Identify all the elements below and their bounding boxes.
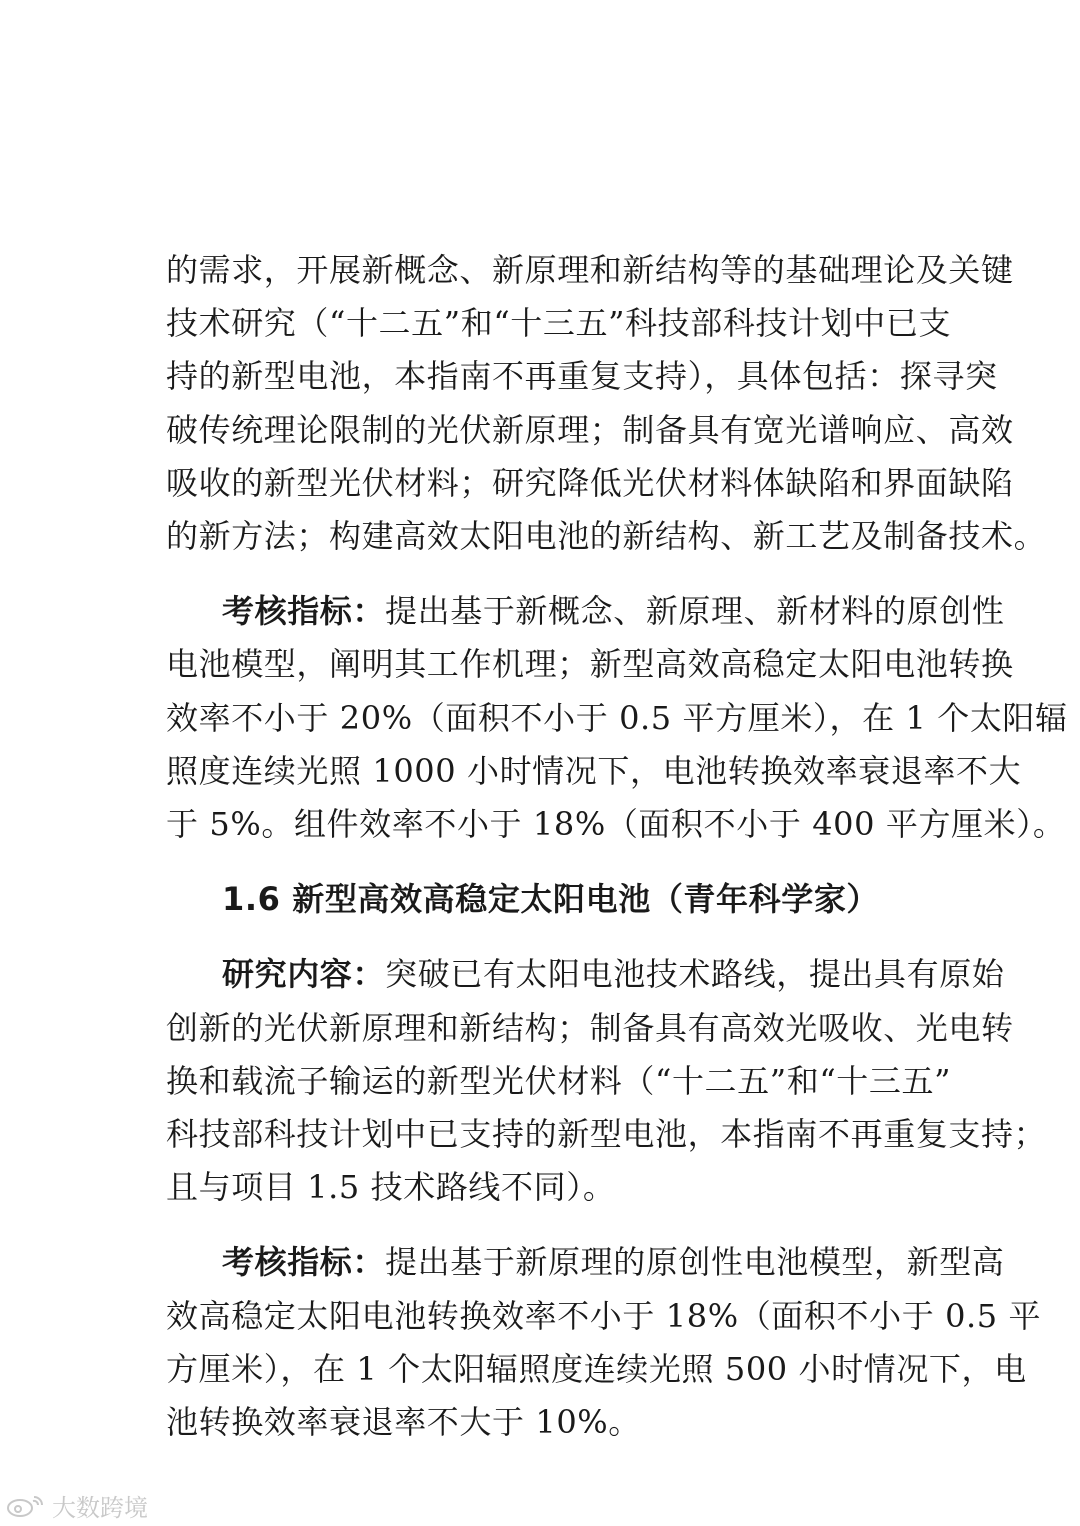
text-line: 创新的光伏新原理和新结构；制备具有高效光吸收、光电转 — [166, 1008, 1014, 1047]
text-line: 换和载流子输运的新型光伏材料（“十二五”和“十三五” — [166, 1061, 952, 1100]
text-line: 方厘米），在 1 个太阳辐照度连续光照 500 小时情况下，电 — [166, 1349, 1027, 1388]
text-line: 破传统理论限制的光伏新原理；制备具有宽光谱响应、高效 — [166, 410, 1014, 449]
paragraph-assessment-1-6 — [166, 1236, 1042, 1449]
assessment-label: 考核指标： — [222, 592, 386, 631]
document-page — [166, 244, 1068, 1449]
assessment-label: 考核指标： — [222, 1243, 386, 1282]
text-line: 效高稳定太阳电池转换效率不小于 18%（面积不小于 0.5 平 — [166, 1296, 1042, 1335]
text-line: 吸收的新型光伏材料；研究降低光伏材料体缺陷和界面缺陷 — [166, 463, 1014, 502]
text-line: 且与项目 1.5 技术路线不同）。 — [166, 1168, 616, 1207]
text-line: 科技部科技计划中已支持的新型电池，本指南不再重复支持； — [166, 1115, 1047, 1154]
text-line: 的需求，开展新概念、新原理和新结构等的基础理论及关键 — [166, 251, 1014, 289]
paragraph-research-content-1-6 — [166, 948, 1047, 1214]
section-heading: 1.6 新型高效高稳定太阳电池（青年科学家） — [222, 880, 880, 919]
text-line — [166, 585, 1005, 638]
text-line: 照度连续光照 1000 小时情况下，电池转换效率衰退率不大 — [166, 751, 1022, 790]
text-line: 技术研究（“十二五”和“十三五”科技部科技计划中已支 — [166, 304, 952, 343]
text-line: 电池模型，阐明其工作机理；新型高效高稳定太阳电池转换 — [166, 645, 1014, 684]
text-segment: 提出基于新概念、新原理、新材料的原创性 — [385, 592, 1005, 631]
text-line: 的新方法；构建高效太阳电池的新结构、新工艺及制备技术。 — [166, 517, 1047, 556]
text-line — [166, 948, 1005, 1001]
text-line — [166, 1236, 1005, 1289]
text-line: 效率不小于 20%（面积不小于 0.5 平方厘米），在 1 个太阳辐 — [166, 698, 1068, 737]
text-line: 持的新型电池，本指南不再重复支持），具体包括：探寻突 — [166, 357, 998, 396]
text-segment: 突破已有太阳电池技术路线，提出具有原始 — [385, 955, 1005, 994]
paragraph-assessment-1-5 — [166, 585, 1068, 851]
text-line: 于 5%。组件效率不小于 18%（面积不小于 400 平方厘米）。 — [166, 805, 1066, 844]
watermark-text: 大数跨境 — [52, 1494, 148, 1522]
paragraph-research-continued — [166, 244, 1047, 563]
text-segment: 提出基于新原理的原创性电池模型，新型高 — [385, 1243, 1005, 1282]
watermark — [6, 1488, 148, 1523]
weibo-icon — [6, 1493, 46, 1519]
text-line: 池转换效率衰退率不大于 10%。 — [166, 1403, 641, 1442]
research-content-label: 研究内容： — [222, 955, 386, 994]
